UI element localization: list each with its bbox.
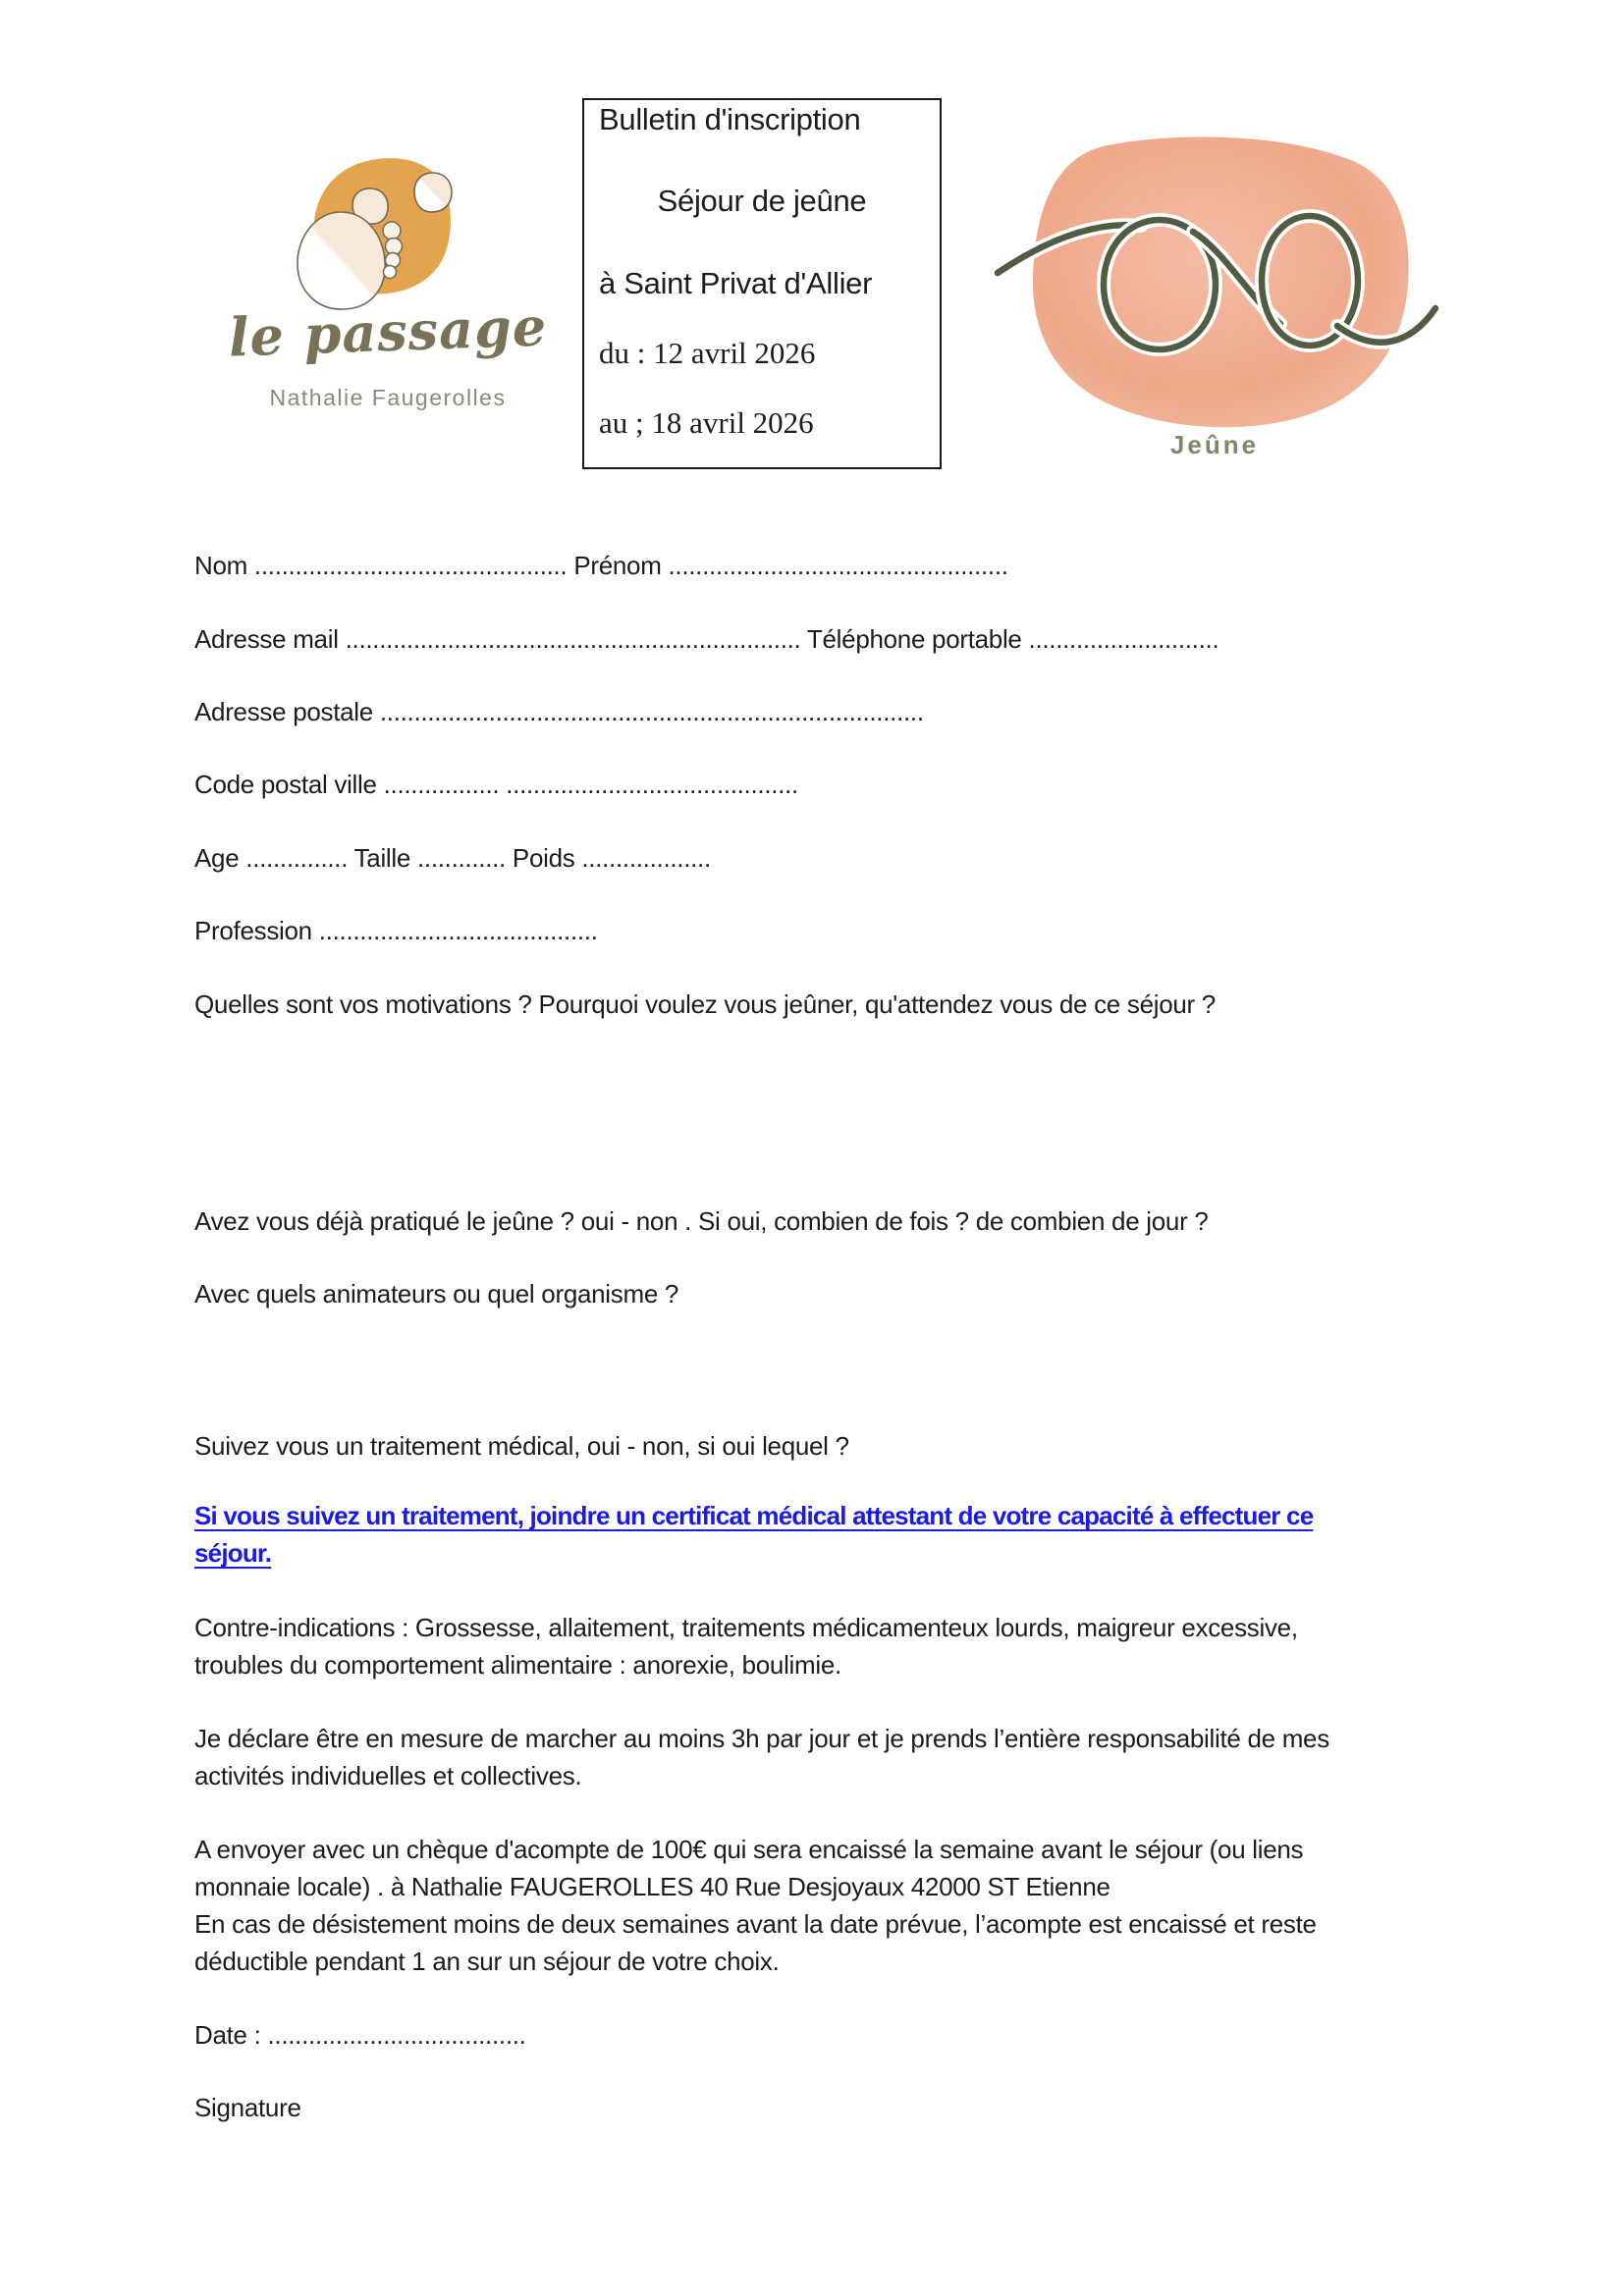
- question-motivations: Quelles sont vos motivations ? Pourquoi voulez vous jeûner, qu'attendez vous de ce séjour ?: [194, 989, 1216, 1019]
- small-pebble-shape: [414, 173, 452, 212]
- title-line-bulletin: Bulletin d'inscription: [599, 102, 861, 136]
- brand-subtitle: Nathalie Faugerolles: [269, 385, 507, 410]
- jeune-knot-logo-icon: [992, 128, 1443, 442]
- field-nom-prenom[interactable]: Nom .............................................. Prénom ..................................................: [194, 551, 1008, 580]
- title-line-date-du: du : 12 avril 2026: [599, 336, 816, 370]
- certificat-medical-note: [194, 1497, 1313, 1572]
- question-animateurs: Avec quels animateurs ou quel organisme ?: [194, 1279, 679, 1308]
- field-mail-telephone[interactable]: Adresse mail ................................................................... Téléphone portable ............................: [194, 624, 1219, 654]
- contre-indications-line2: troubles du comportement alimentaire : anorexie, boulimie.: [194, 1650, 841, 1680]
- title-line-date-au: au ; 18 avril 2026: [599, 405, 814, 440]
- field-code-postal-ville[interactable]: Code postal ville ................. ...........................................: [194, 770, 798, 799]
- toe-circle-4: [384, 266, 397, 279]
- envoi-line2: monnaie locale) . à Nathalie FAUGEROLLES 40 Rue Desjoyaux 42000 ST Etienne: [194, 1872, 1110, 1901]
- le-passage-logo-icon: [285, 145, 457, 317]
- question-pratique-jeune: Avez vous déjà pratiqué le jeûne ? oui - non . Si oui, combien de fois ? de combien de jour ?: [194, 1206, 1209, 1236]
- envoi-line3: En cas de désistement moins de deux semaines avant la date prévue, l’acompte est encaissé et reste: [194, 1909, 1317, 1939]
- brand-name: le passage: [227, 294, 549, 369]
- field-adresse-postale[interactable]: Adresse postale ................................................................................: [194, 697, 924, 726]
- envoi-line1: A envoyer avec un chèque d'acompte de 100€ qui sera encaissé la semaine avant le séjour (ou liens: [194, 1835, 1304, 1864]
- field-date[interactable]: Date : ......................................: [194, 2020, 526, 2050]
- signature-label: Signature: [194, 2093, 301, 2122]
- declaration-line2: activités individuelles et collectives.: [194, 1761, 582, 1790]
- title-line-lieu: à Saint Privat d'Allier: [599, 266, 873, 300]
- declaration-text: [194, 1720, 1329, 1794]
- title-line-sejour: Séjour de jeûne: [657, 184, 867, 218]
- toe-circle-1: [383, 222, 401, 240]
- contre-indications-line1: Contre-indications : Grossesse, allaitement, traitements médicamenteux lourds, maigreur excessive,: [194, 1613, 1298, 1642]
- contre-indications-text: [194, 1609, 1298, 1683]
- title-box: [582, 98, 942, 469]
- envoi-line4: déductible pendant 1 an sur un séjour de votre choix.: [194, 1947, 780, 1976]
- heel-pebble-shape: [298, 212, 385, 309]
- declaration-line1: Je déclare être en mesure de marcher au moins 3h par jour et je prends l’entière responsabilité de mes: [194, 1724, 1329, 1753]
- certificat-note-line2: séjour.: [194, 1538, 272, 1568]
- field-age-taille-poids[interactable]: Age ............... Taille ............. Poids ...................: [194, 843, 711, 873]
- field-profession[interactable]: Profession .........................................: [194, 916, 598, 945]
- question-traitement: Suivez vous un traitement médical, oui - non, si oui lequel ?: [194, 1431, 849, 1461]
- envoi-instructions-text: [194, 1831, 1317, 1980]
- jeune-logo-label: Jeûne: [1169, 430, 1260, 459]
- certificat-note-line1: Si vous suivez un traitement, joindre un certificat médical attestant de votre capacité à effectuer ce: [194, 1501, 1314, 1530]
